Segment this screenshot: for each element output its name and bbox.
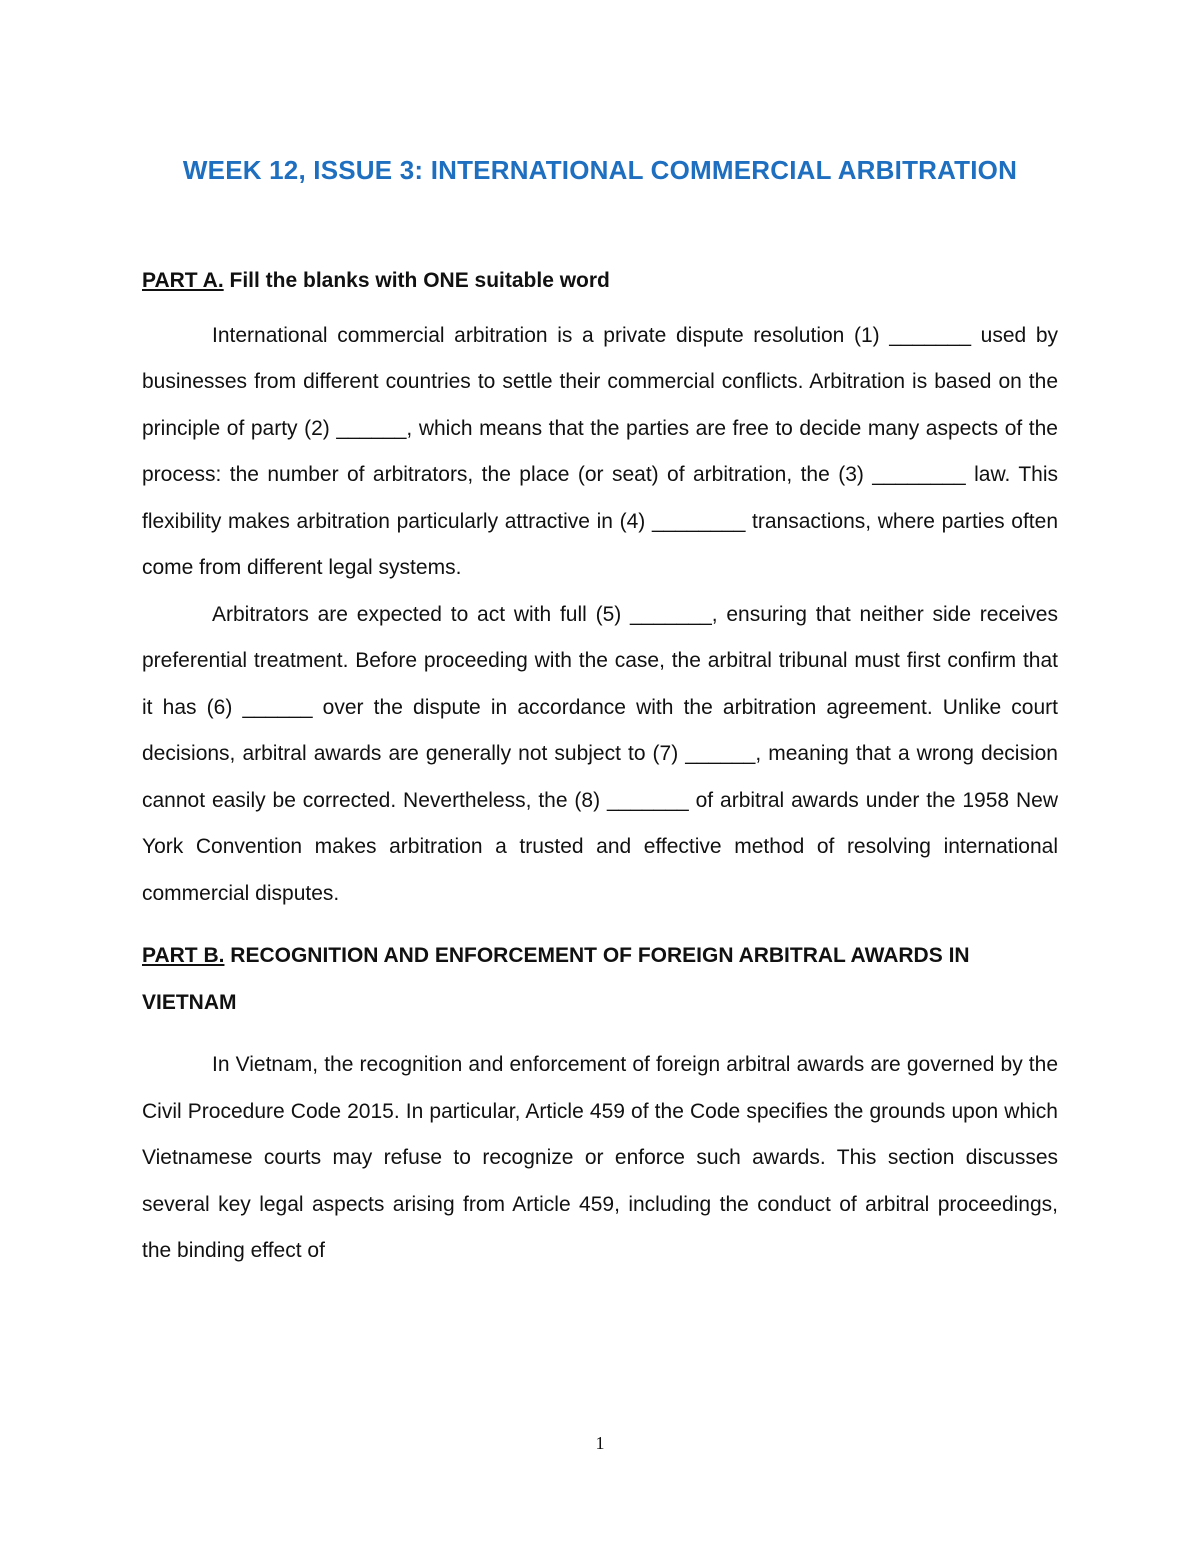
- part-a-heading-text: Fill the blanks with ONE suitable word: [223, 269, 610, 292]
- part-a-paragraph-2: Arbitrators are expected to act with full (5) _______, ensuring that neither side receives preferential treatment. Before proceeding with the case, the arbitral tribunal must first confirm that it has (6) ______ over the dispute in accordance with the arbitration agreement. Unlike court decisions, arbitral awards are generally not subject to (7) ______, meaning that a wrong decision cannot easily be corrected. Nevertheless, the (8) _______ of arbitral awards under the 1958 New York Convention makes arbitration a trusted and effective method of resolving international commercial disputes.: [142, 602, 1058, 905]
- part-b-paragraph-1: In Vietnam, the recognition and enforcement of foreign arbitral awards are governed by the Civil Procedure Code 2015. In particular, Article 459 of the Code specifies the grounds upon which Vietnamese courts may refuse to recognize or enforce such awards. This section discusses several key legal aspects arising from Article 459, including the conduct of arbitral proceedings, the binding effect of: [142, 1053, 1058, 1262]
- part-a-paragraph-1: International commercial arbitration is a private dispute resolution (1) _______ used by businesses from different countries to settle their commercial conflicts. Arbitration is based on the principle of party (2) ______, which means that the parties are free to decide many aspects of the process: the number of arbitrators, the place (or seat) of arbitration, the (3) ________ law. This flexibility makes arbitration particularly attractive in (4) ________ transactions, where parties often come from different legal systems.: [142, 323, 1058, 579]
- document-title: WEEK 12, ISSUE 3: INTERNATIONAL COMMERCIAL ARBITRATION: [182, 155, 1018, 185]
- part-b-label: PART B.: [142, 944, 225, 967]
- part-b-heading: [142, 933, 1058, 1026]
- part-a-heading: [142, 258, 1058, 305]
- part-a-label: PART A.: [142, 269, 224, 292]
- page-number: 1: [595, 1433, 605, 1453]
- document-body: [142, 258, 1058, 1275]
- part-b-heading-text: RECOGNITION AND ENFORCEMENT OF FOREIGN ARBITRAL AWARDS IN VIETNAM: [142, 944, 970, 1014]
